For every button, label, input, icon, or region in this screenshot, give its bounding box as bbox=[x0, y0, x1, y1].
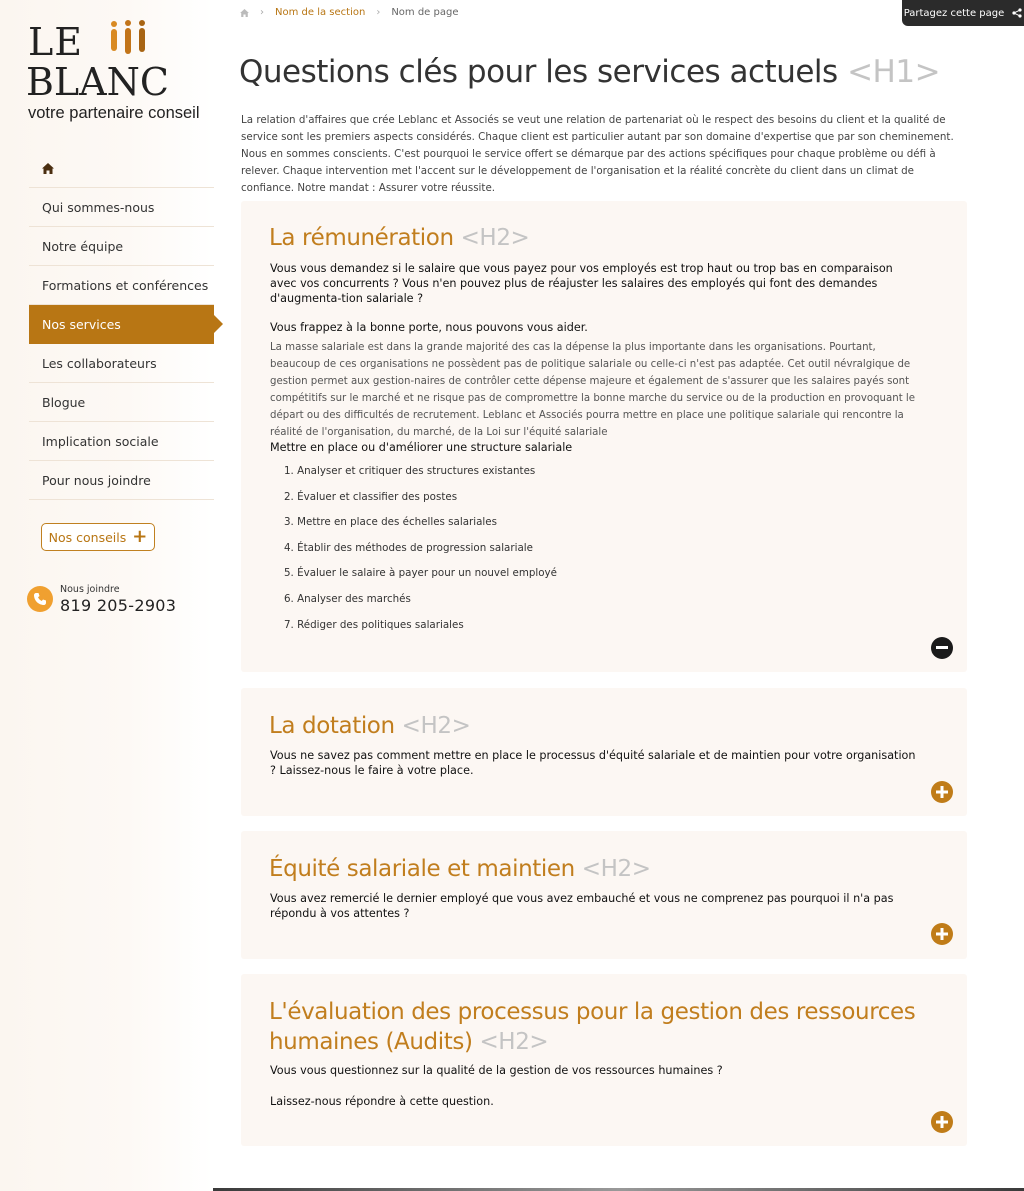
logo-tagline: votre partenaire conseil bbox=[28, 104, 200, 122]
breadcrumb-separator-icon: › bbox=[376, 7, 381, 18]
sidebar-item-formations[interactable]: Formations et conférences bbox=[29, 266, 214, 305]
logo[interactable] bbox=[28, 18, 198, 128]
intro-paragraph: La relation d'affaires que crée Leblanc et Associés se veut une relation de partenariat où le respect des besoins du client et la qualité de service sont les premiers aspects considérés. Chaque client est particulier autant par son domaine d'expertise que par son cheminement. Nous en sommes conscients. C'est pourquoi le service offert se démarque par des actions spécifiques pour chaque problème ou défi à relever. Chaque intervention met l'accent sur le développement de l'organisation et la réalité concrète du client dans un climat de confiance. Notre mandat : Assurer votre réussite. bbox=[241, 114, 954, 194]
breadcrumb-page: Nom de page bbox=[391, 7, 459, 18]
list-item: 7. Rédiger des politiques salariales bbox=[284, 618, 464, 631]
breadcrumb-section[interactable]: Nom de la section bbox=[275, 7, 366, 18]
panel-question: Vous vous demandez si le salaire que vous payez pour vos employés est trop haut ou trop bas en comparaison avec vos concurrents ? Vous n'en pouvez plus de réajuster les salaires des employés qui font des demandes d'augmenta-tion salariale ? bbox=[270, 262, 893, 305]
panel-list-title: Mettre en place ou d'améliorer une structure salariale bbox=[270, 441, 573, 454]
accordion-panel-equite bbox=[241, 831, 967, 959]
collapse-button[interactable] bbox=[931, 637, 953, 659]
sidebar-item-nos-services[interactable]: Nos services bbox=[29, 305, 214, 344]
logo-line2: BLANC bbox=[26, 60, 169, 104]
sidebar-item-notre-equipe[interactable]: Notre équipe bbox=[29, 227, 214, 266]
panel-title[interactable] bbox=[269, 997, 915, 1057]
panel-answer-lead: Laissez-nous répondre à cette question. bbox=[270, 1095, 494, 1108]
phone-icon[interactable] bbox=[27, 586, 53, 612]
panel-title-tag: <H2> bbox=[479, 1029, 549, 1055]
plus-icon bbox=[936, 1116, 948, 1128]
accordion-panel-dotation bbox=[241, 688, 967, 816]
panel-title-tag: <H2> bbox=[581, 856, 651, 882]
accordion-panel-evaluation bbox=[241, 974, 967, 1146]
panel-question: Vous avez remercié le dernier employé que vous avez embauché et vous ne comprenez pas pourquoi il n'a pas répondu à vos attentes ? bbox=[270, 892, 894, 920]
breadcrumb bbox=[240, 7, 459, 18]
expand-button[interactable] bbox=[931, 781, 953, 803]
panel-title[interactable] bbox=[269, 223, 529, 253]
panel-title[interactable] bbox=[269, 711, 470, 741]
panel-title-tag: <H2> bbox=[460, 225, 530, 251]
sidebar-item-home[interactable] bbox=[29, 150, 214, 188]
list-item: 1. Analyser et critiquer des structures existantes bbox=[284, 465, 536, 477]
panel-title-text: La dotation bbox=[269, 713, 395, 739]
page-title-tag: <H1> bbox=[847, 54, 941, 90]
panel-question: Vous vous questionnez sur la qualité de la gestion de vos ressources humaines ? bbox=[270, 1064, 723, 1077]
panel-question: Vous ne savez pas comment mettre en place le processus d'équité salariale et de maintien pour votre organisation ? Laissez-nous le faire à votre place. bbox=[270, 749, 916, 777]
minus-icon bbox=[936, 646, 948, 650]
list-item: 3. Mettre en place des échelles salariales bbox=[284, 516, 497, 529]
panel-answer-lead: Vous frappez à la bonne porte, nous pouvons vous aider. bbox=[270, 321, 588, 334]
plus-icon: + bbox=[132, 526, 148, 547]
phone-number[interactable]: 819 205-2903 bbox=[60, 596, 177, 615]
panel-title-text: La rémunération bbox=[269, 225, 454, 251]
sidebar-nav bbox=[29, 150, 214, 500]
panel-body: La masse salariale est dans la grande majorité des cas la dépense la plus importante dans les organisations. Pourtant, beaucoup de ces organisations ne possèdent pas de politique salariale ou celle-ci n'est pas adaptée. Cet outil névralgique de gestion permet aux gestion-naires de contrôler cette dépense majeure et également de s'assurer que les salaires payés sont compétitifs sur le marché et ne risque pas de compromettre la bonne marche du service ou de la production en provoquant le départ ou des difficultés de recrutement. Leblanc et Associés pourra mettre en place une politique salariale qui rencontre la réalité de l'organisation, du marché, de la Loi sur l'équité salariale bbox=[270, 342, 916, 438]
share-label: Partagez cette page bbox=[903, 7, 1005, 19]
share-page-button[interactable] bbox=[902, 0, 1024, 26]
list-item: 2. Évaluer et classifier des postes bbox=[284, 490, 458, 503]
panel-title-text: Équité salariale et maintien bbox=[269, 856, 575, 882]
nos-conseils-label: Nos conseils bbox=[48, 529, 127, 545]
panel-title-line1: L'évaluation des processus pour la gestion des ressources bbox=[269, 999, 916, 1025]
plus-icon bbox=[936, 786, 948, 798]
sidebar-item-blogue[interactable]: Blogue bbox=[29, 383, 214, 422]
page-title bbox=[239, 54, 940, 90]
panel-title[interactable] bbox=[269, 854, 651, 884]
breadcrumb-separator-icon: › bbox=[260, 7, 264, 18]
home-icon bbox=[42, 163, 54, 174]
panel-title-tag: <H2> bbox=[401, 713, 471, 739]
panel-title-line2: humaines (Audits) bbox=[269, 1029, 473, 1055]
logo-line1: LE bbox=[28, 20, 83, 64]
breadcrumb-home-icon[interactable] bbox=[240, 9, 249, 17]
list-item: 5. Évaluer le salaire à payer pour un nouvel employé bbox=[284, 567, 557, 580]
share-icon bbox=[1012, 8, 1022, 18]
sidebar-item-implication-sociale[interactable]: Implication sociale bbox=[29, 422, 214, 461]
steps-list bbox=[284, 465, 557, 644]
list-item: 4. Établir des méthodes de progression salariale bbox=[284, 541, 533, 554]
plus-icon bbox=[936, 928, 948, 940]
sidebar-item-pour-nous-joindre[interactable]: Pour nous joindre bbox=[29, 461, 214, 500]
phone-handset-icon bbox=[33, 592, 47, 606]
page-title-text: Questions clés pour les services actuels bbox=[239, 54, 838, 90]
expand-button[interactable] bbox=[931, 1111, 953, 1133]
sidebar-item-collaborateurs[interactable]: Les collaborateurs bbox=[29, 344, 214, 383]
nos-conseils-button[interactable] bbox=[41, 523, 155, 551]
logo-figures-icon bbox=[108, 20, 156, 56]
sidebar bbox=[0, 0, 213, 1191]
expand-button[interactable] bbox=[931, 923, 953, 945]
list-item: 6. Analyser des marchés bbox=[284, 592, 411, 605]
sidebar-item-qui-sommes-nous[interactable]: Qui sommes-nous bbox=[29, 188, 214, 227]
accordion-panel-remuneration bbox=[241, 201, 967, 672]
phone-label: Nous joindre bbox=[60, 584, 120, 595]
